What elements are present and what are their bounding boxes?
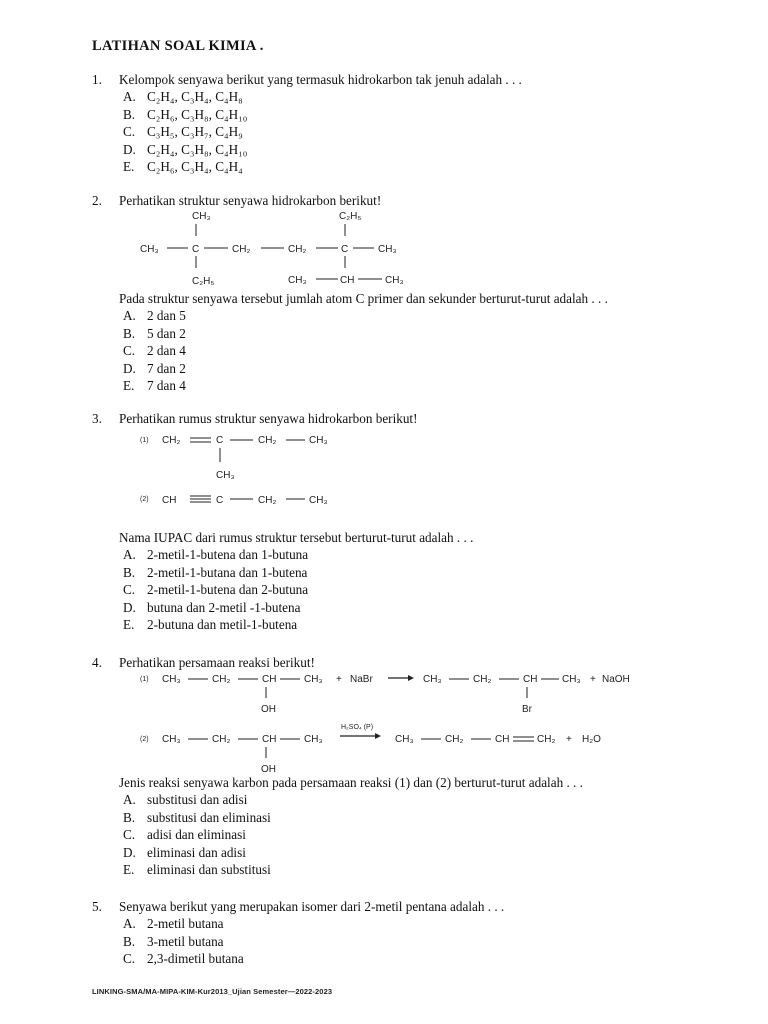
- question-number: 2.: [92, 193, 102, 208]
- option-letter: C.: [123, 124, 136, 139]
- option-text: 2 dan 4: [147, 343, 186, 358]
- question-stem: Perhatikan rumus struktur senyawa hidrokarbon berikut!: [119, 411, 418, 426]
- formula-label: OH: [261, 764, 276, 775]
- option-letter: A.: [123, 547, 136, 562]
- option-letter: A.: [123, 916, 136, 931]
- option-text: 2,3-dimetil butana: [147, 951, 244, 966]
- formula-label: OH: [261, 704, 276, 715]
- formula-label: CH₂: [232, 244, 251, 255]
- formula-number: (1): [140, 437, 149, 444]
- formula-label: CH₂: [258, 435, 277, 446]
- formula-label: CH: [495, 734, 510, 745]
- formula-label: CH: [523, 674, 538, 685]
- option-letter: E.: [123, 378, 135, 393]
- question-stem: Perhatikan persamaan reaksi berikut!: [119, 655, 315, 670]
- question-stem: Kelompok senyawa berikut yang termasuk hidrokarbon tak jenuh adalah . . .: [119, 72, 522, 87]
- option-text: butuna dan 2-metil -1-butena: [147, 599, 301, 615]
- formula-label: CH₂: [537, 734, 556, 745]
- option-letter: A.: [123, 308, 136, 323]
- formula-label: H₂O: [582, 734, 601, 745]
- formula-label: CH₃: [288, 275, 307, 286]
- formula-label: C: [216, 495, 224, 506]
- formula-label: CH₂: [445, 734, 464, 745]
- formula-label: CH₃: [423, 674, 442, 685]
- formula-label: CH: [262, 674, 277, 685]
- formula-label: CH₃: [562, 674, 581, 685]
- formula-label: Br: [522, 704, 532, 715]
- formula-label: CH₃: [395, 734, 414, 745]
- option-letter: B.: [123, 325, 136, 341]
- option-text: C₃H₅, C₃H₇, C₄H₉: [147, 124, 243, 139]
- structural-formula: [138, 430, 358, 510]
- option-text: substitusi dan eliminasi: [147, 809, 271, 825]
- option-text: C₂H₄, C₃H₈, C₄H₁₀: [147, 141, 248, 157]
- formula-label: CH₃: [192, 211, 211, 222]
- structure-diagram-q3: [138, 430, 358, 513]
- option-letter: C.: [123, 951, 136, 966]
- page-footer: LINKING-SMA/MA-MIPA-KIM-Kur2013_Ujian Semester—2022-2023: [92, 987, 333, 996]
- plus-sign: +: [336, 674, 342, 685]
- question-number: 4.: [92, 655, 102, 670]
- option-text: 7 dan 2: [147, 360, 186, 376]
- option-text: adisi dan eliminasi: [147, 827, 246, 842]
- catalyst-label: H₂SO₄ (P): [341, 724, 374, 731]
- formula-label: CH₃: [385, 275, 404, 286]
- formula-label: CH₃: [309, 495, 328, 506]
- formula-label: C₂H₅: [339, 211, 362, 222]
- formula-label: CH₂: [162, 435, 181, 446]
- reaction-diagram-q4: [138, 670, 648, 781]
- option-letter: D.: [123, 360, 136, 376]
- option-text: C₂H₄, C₃H₄, C₄H₈: [147, 89, 243, 104]
- formula-label: CH₃: [216, 470, 235, 481]
- option-letter: C.: [123, 582, 136, 597]
- option-text: 3-metil butana: [147, 933, 224, 949]
- option-text: 2-metil-1-butena dan 1-butuna: [147, 547, 309, 562]
- option-text: 2-butuna dan metil-1-butena: [147, 617, 298, 632]
- option-text: C₂H₆, C₃H₈, C₄H₁₀: [147, 106, 248, 122]
- option-letter: B.: [123, 106, 136, 122]
- option-text: substitusi dan adisi: [147, 792, 248, 807]
- formula-label: CH₃: [309, 435, 328, 446]
- question-stem: Nama IUPAC dari rumus struktur tersebut berturut-turut adalah . . .: [119, 530, 474, 545]
- option-text: 5 dan 2: [147, 325, 186, 341]
- option-letter: E.: [123, 862, 135, 877]
- formula-label: C₂H₅: [192, 276, 215, 287]
- formula-label: CH₂: [288, 244, 307, 255]
- formula-label: CH₂: [258, 495, 277, 506]
- option-letter: E.: [123, 159, 135, 174]
- formula-label: NaOH: [602, 674, 630, 685]
- option-text: 2 dan 5: [147, 308, 186, 323]
- question-stem: Perhatikan struktur senyawa hidrokarbon berikut!: [119, 193, 382, 208]
- plus-sign: +: [590, 674, 596, 685]
- option-text: 2-metil-1-butana dan 1-butena: [147, 564, 308, 580]
- formula-label: C: [192, 244, 200, 255]
- formula-label: CH₂: [473, 674, 492, 685]
- question-stem: Senyawa berikut yang merupakan isomer dari 2-metil pentana adalah . . .: [119, 899, 505, 914]
- option-text: C₂H₆, C₃H₄, C₄H₄: [147, 159, 243, 174]
- reaction-number: (1): [140, 676, 149, 683]
- option-letter: B.: [123, 933, 136, 949]
- formula-label: C: [216, 435, 224, 446]
- page-title: LATIHAN SOAL KIMIA .: [92, 38, 264, 54]
- formula-label: NaBr: [350, 674, 373, 685]
- formula-label: CH₃: [304, 734, 323, 745]
- formula-label: CH₂: [212, 734, 231, 745]
- option-letter: C.: [123, 827, 136, 842]
- option-letter: D.: [123, 599, 136, 615]
- arrow-head: [408, 675, 414, 681]
- option-text: 2-metil-1-butena dan 2-butuna: [147, 582, 309, 597]
- structural-formula: [138, 206, 418, 290]
- option-text: 7 dan 4: [147, 378, 186, 393]
- option-letter: A.: [123, 89, 136, 104]
- formula-number: (2): [140, 496, 149, 503]
- formula-label: CH₂: [212, 674, 231, 685]
- formula-label: CH₃: [304, 674, 323, 685]
- question-number: 5.: [92, 899, 102, 914]
- option-letter: D.: [123, 141, 136, 157]
- formula-label: CH: [340, 275, 355, 286]
- question-stem: Pada struktur senyawa tersebut jumlah atom C primer dan sekunder berturut-turut adalah . . .: [119, 291, 608, 306]
- formula-label: C: [341, 244, 349, 255]
- option-letter: D.: [123, 844, 136, 860]
- plus-sign: +: [566, 734, 572, 745]
- arrow-head: [375, 733, 381, 739]
- option-text: eliminasi dan adisi: [147, 844, 246, 860]
- formula-label: CH: [262, 734, 277, 745]
- option-text: eliminasi dan substitusi: [147, 862, 271, 877]
- reaction-number: (2): [140, 736, 149, 743]
- question-number: 3.: [92, 411, 102, 426]
- question-number: 1.: [92, 72, 102, 87]
- option-letter: B.: [123, 564, 136, 580]
- option-letter: B.: [123, 809, 136, 825]
- structure-diagram-q2: [138, 206, 418, 293]
- option-letter: C.: [123, 343, 136, 358]
- reaction-equations: [138, 670, 648, 778]
- formula-label: CH: [162, 495, 177, 506]
- formula-label: CH₃: [378, 244, 397, 255]
- question-stem: Jenis reaksi senyawa karbon pada persamaan reaksi (1) dan (2) berturut-turut adalah . . .: [119, 775, 583, 790]
- option-letter: A.: [123, 792, 136, 807]
- formula-label: CH₃: [162, 734, 181, 745]
- option-letter: E.: [123, 617, 135, 632]
- formula-label: CH₃: [162, 674, 181, 685]
- option-text: 2-metil butana: [147, 916, 224, 931]
- formula-label: CH₃: [140, 244, 159, 255]
